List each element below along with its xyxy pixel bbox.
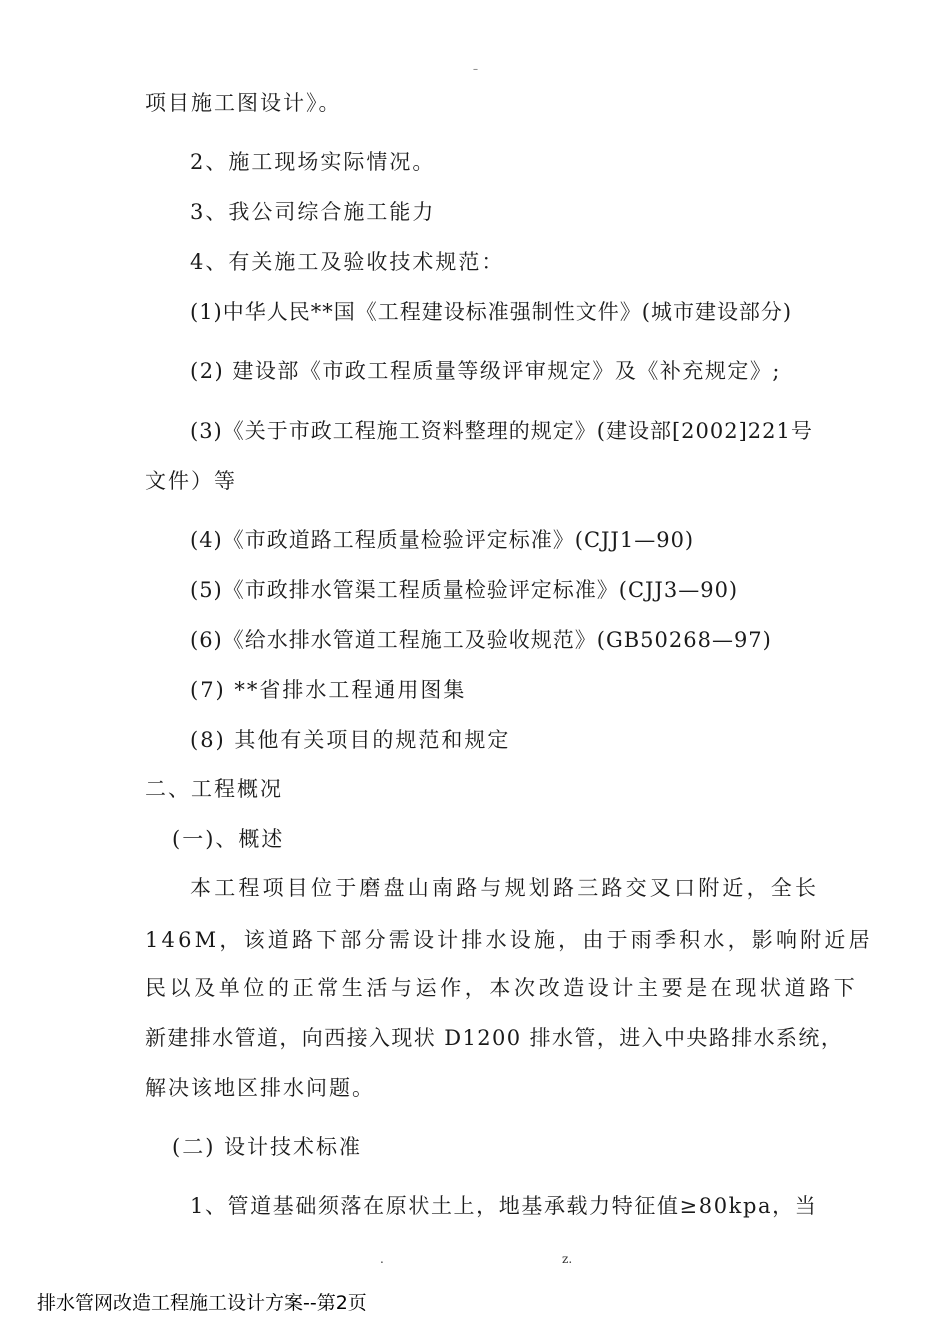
subsection-heading: (二) 设计技术标准 — [172, 1135, 363, 1159]
text-line: (7) **省排水工程通用图集 — [190, 678, 467, 702]
text-line: 项目施工图设计》。 — [145, 91, 342, 115]
text-line: (5)《市政排水管渠工程质量检验评定标准》(CJJ3—90) — [190, 578, 739, 602]
text-line: (2) 建设部《市政工程质量等级评审规定》及《补充规定》; — [190, 359, 781, 383]
text-line: 文件）等 — [145, 469, 237, 493]
text-line: 4、有关施工及验收技术规范： — [190, 250, 505, 274]
text-line: 1、管道基础须落在原状土上，地基承载力特征值≥80kpa，当 — [190, 1194, 818, 1218]
header-mark: – — [473, 64, 478, 75]
footer-z: z. — [562, 1252, 573, 1266]
text-line: 2、施工现场实际情况。 — [190, 150, 436, 174]
text-line: (8) 其他有关项目的规范和规定 — [190, 728, 511, 752]
text-line: 解决该地区排水问题。 — [145, 1076, 375, 1100]
text-line: 146M，该道路下部分需设计排水设施，由于雨季积水，影响附近居 — [145, 928, 873, 952]
text-line: (3)《关于市政工程施工资料整理的规定》(建设部[2002]221号 — [190, 419, 813, 443]
subsection-heading: (一)、概述 — [172, 827, 285, 851]
text-line: 3、我公司综合施工能力 — [190, 200, 436, 224]
text-line: (1)中华人民**国《工程建设标准强制性文件》(城市建设部分) — [190, 300, 793, 324]
text-line: (4)《市政道路工程质量检验评定标准》(CJJ1—90) — [190, 528, 695, 552]
text-line: 本工程项目位于磨盘山南路与规划路三路交叉口附近，全长 — [190, 876, 820, 900]
text-line: 民以及单位的正常生活与运作，本次改造设计主要是在现状道路下 — [145, 976, 859, 1000]
text-line: 新建排水管道，向西接入现状 D1200 排水管，进入中央路排水系统， — [145, 1026, 844, 1050]
footer-dot: . — [380, 1252, 384, 1266]
text-line: (6)《给水排水管道工程施工及验收规范》(GB50268—97) — [190, 628, 772, 652]
footer-page-title: 排水管网改造工程施工设计方案--第2页 — [37, 1292, 367, 1314]
section-heading: 二、工程概况 — [145, 777, 283, 801]
